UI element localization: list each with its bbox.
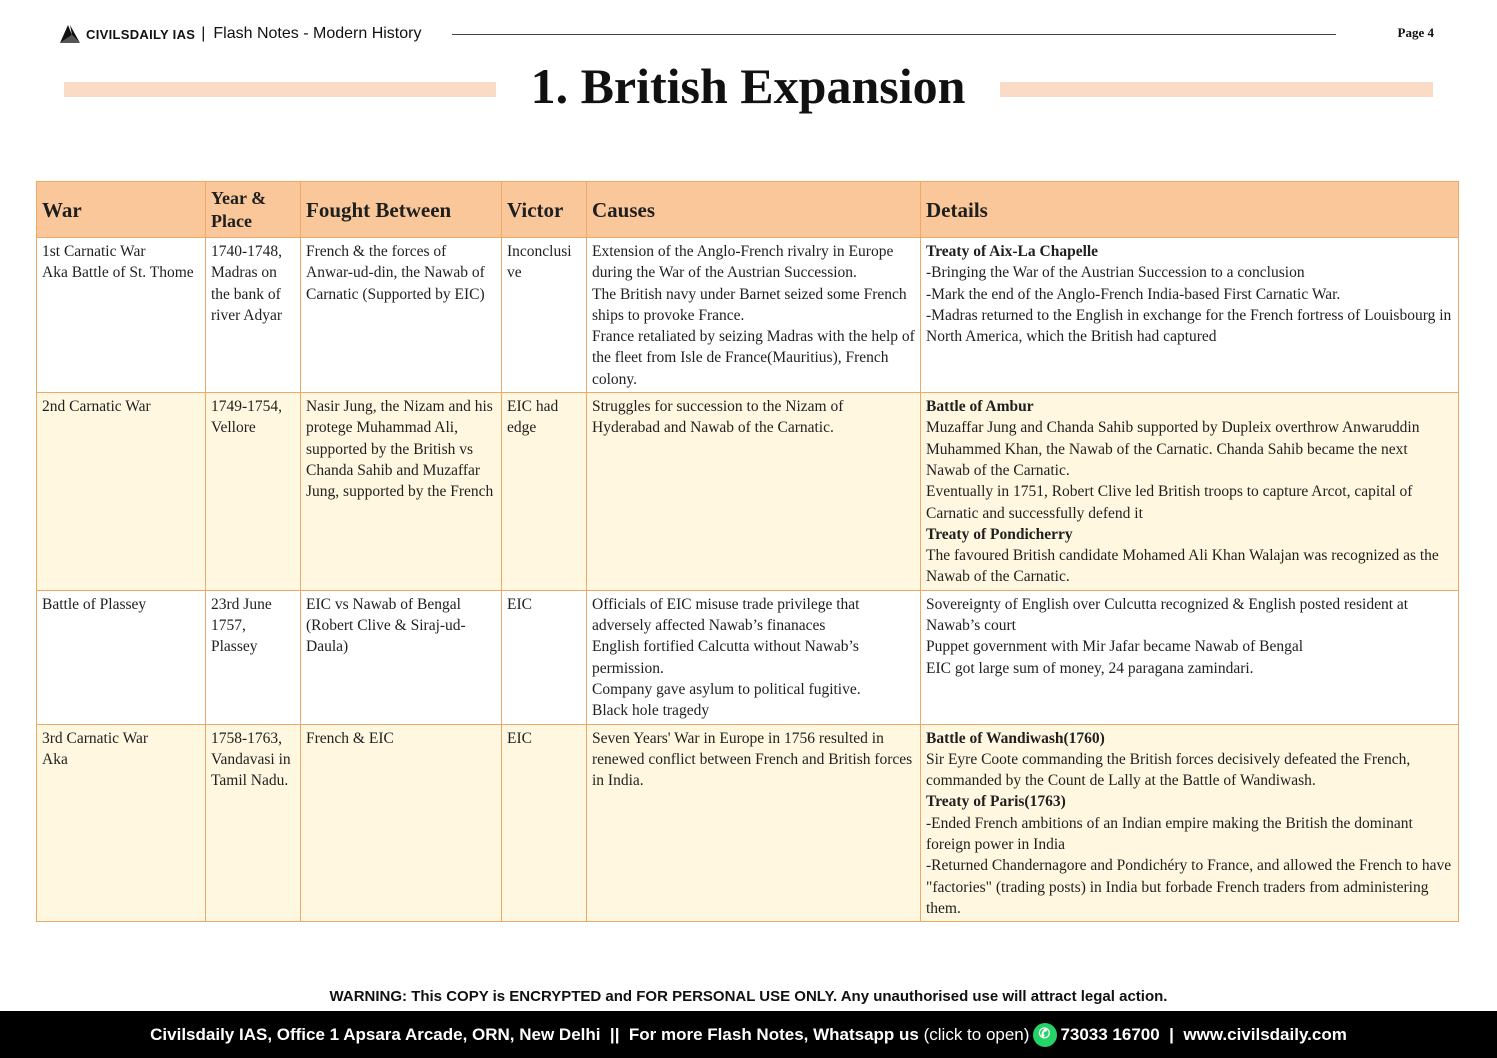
war-cell [37, 724, 206, 922]
cell-text: -Mark the end of the Anglo-French India-based First Carnatic War. [926, 285, 1341, 303]
table-row [37, 393, 1459, 591]
victor-cell [502, 393, 587, 591]
document-title: Flash Notes - Modern History [213, 25, 422, 42]
cell-subheading: Treaty of Paris(1763) [926, 793, 1066, 811]
footer-phone[interactable]: 73033 16700 [1060, 1024, 1160, 1044]
col-header-victor: Victor [502, 182, 587, 238]
cell-text: -Returned Chandernagore and Pondichéry to France, and allowed the French to have "factories" (trading posts) in India but forbade French traders from administering them. [926, 857, 1452, 917]
cell-text: Company gave asylum to political fugitive. [592, 680, 861, 698]
cell-text: Muzaffar Jung and Chanda Sahib supported by Dupleix overthrow Anwaruddin Muhammed Khan, the Nawab of the Carnatic. Chanda Sahib became the next Nawab of the Carnatic. [926, 419, 1420, 479]
header-separator: | [201, 25, 206, 42]
col-header-year-place: Year & Place [206, 182, 301, 238]
brand-name: CIVILSDAILY IAS [86, 26, 196, 42]
page-number: Page 4 [1397, 25, 1434, 40]
table-header-row [37, 182, 1459, 238]
cell-text: 2nd Carnatic War [42, 398, 151, 416]
cell-text: The favoured British candidate Mohamed Ali Khan Walajan was recognized as the Nawab of the Carnatic. [926, 547, 1439, 586]
title-band-right [1000, 82, 1433, 97]
table-row [37, 238, 1459, 393]
cell-text: Eventually in 1751, Robert Clive led British troops to capture Arcot, capital of Carnatic and successfully defend it [926, 483, 1413, 522]
section-title: 1. British Expansion [530, 58, 966, 114]
cell-text: 1749-1754, Vellore [211, 398, 283, 437]
cell-text: Sovereignty of English over Culcutta recognized & English posted resident at Nawab’s court [926, 595, 1409, 635]
footer-address: Civilsdaily IAS, Office 1 Apsara Arcade, ORN, New Delhi || For more Flash Notes, Whatsapp us [150, 1024, 924, 1044]
british-expansion-table [36, 181, 1459, 922]
cell-subheading: Battle of Ambur [926, 398, 1034, 416]
table-row [37, 724, 1459, 922]
causes-cell [587, 590, 921, 724]
fought-between-cell [301, 393, 502, 591]
cell-text: Officials of EIC misuse trade privilege that adversely affected Nawab’s finanaces [592, 595, 860, 635]
cell-text: Extension of the Anglo-French rivalry in Europe during the War of the Austrian Succession. [592, 243, 894, 282]
footer-bar [0, 1011, 1497, 1058]
whatsapp-link[interactable]: (click to open) [923, 1024, 1030, 1044]
causes-cell [587, 724, 921, 922]
cell-text: French & the forces of Anwar-ud-din, the Nawab of [306, 243, 485, 282]
fought-between-cell [301, 238, 502, 393]
cell-text: Inconclusi ve [507, 243, 572, 282]
cell-text: The British navy under Barnet seized some French ships to provoke France. [592, 285, 907, 324]
cell-text: Carnatic (Supported by EIC) [306, 285, 485, 303]
cell-text: -Madras returned to the English in exchange for the French fortress of Louisbourg in North America, which the British had captured [926, 306, 1452, 346]
col-header-fought-between: Fought Between [301, 182, 502, 238]
table-body [37, 238, 1459, 922]
cell-text: Aka Battle of St. Thome [42, 264, 194, 282]
title-band-left [64, 82, 496, 97]
cell-subheading: Treaty of Pondicherry [926, 525, 1073, 543]
cell-text: France retaliated by seizing Madras with the help of the fleet from Isle de France(Mauritius), French colony. [592, 328, 915, 388]
cell-subheading: Battle of Wandiwash(1760) [926, 729, 1105, 747]
cell-text: EIC got large sum of money, 24 paragana zamindari. [926, 659, 1254, 677]
cell-text: EIC [507, 729, 532, 747]
header-rule [452, 34, 1336, 35]
fought-between-cell [301, 590, 502, 724]
war-cell [37, 590, 206, 724]
cell-text: 1740-1748, Madras on the bank of river Adyar [211, 243, 283, 324]
cell-text: 1st Carnatic War [42, 243, 146, 260]
causes-cell [587, 393, 921, 591]
table-row [37, 590, 1459, 724]
whatsapp-icon[interactable] [1033, 1023, 1057, 1047]
col-header-details: Details [921, 182, 1459, 238]
cell-text: Puppet government with Mir Jafar became Nawab of Bengal [926, 638, 1304, 656]
cell-text: -Ended French ambitions of an Indian empire making the British the dominant foreign power in India [926, 814, 1413, 854]
details-cell [921, 238, 1459, 393]
warning-notice: WARNING: This COPY is ENCRYPTED and FOR PERSONAL USE ONLY. Any unauthorised use will attract legal action. [329, 988, 1168, 1005]
victor-cell [502, 238, 587, 393]
brand-logo [58, 23, 421, 45]
page-header [58, 18, 1438, 52]
cell-text: Aka [42, 750, 68, 768]
war-cell [37, 393, 206, 591]
causes-cell [587, 238, 921, 393]
cell-text: EIC vs Nawab of Bengal (Robert Clive & Siraj-ud-Daula) [306, 595, 466, 656]
cell-text: Sir Eyre Coote commanding the British forces decisively defeated the French, commanded by the Count de Lally at the Battle of Wandiwash. [926, 750, 1411, 790]
cell-text: 23rd June 1757, Plassey [211, 595, 272, 656]
logo-icon [58, 23, 82, 45]
year-place-cell [206, 724, 301, 922]
year-place-cell [206, 238, 301, 393]
cell-text: Battle of Plassey [42, 595, 147, 613]
col-header-causes: Causes [587, 182, 921, 238]
details-cell [921, 393, 1459, 591]
details-cell [921, 724, 1459, 922]
cell-text: EIC [507, 595, 532, 613]
cell-text: Struggles for succession to the Nizam of Hyderabad and Nawab of the Carnatic. [592, 398, 844, 437]
cell-subheading: Treaty of Aix-La Chapelle [926, 243, 1099, 260]
cell-text: 3rd Carnatic War [42, 729, 149, 747]
cell-text: 1758-1763, Vandavasi in Tamil Nadu. [211, 729, 291, 790]
cell-text: EIC had edge [507, 398, 559, 437]
cell-text: Black hole tragedy [592, 702, 710, 720]
cell-text: French & EIC [306, 729, 394, 747]
col-header-war: War [37, 182, 206, 238]
year-place-cell [206, 590, 301, 724]
cell-text: Seven Years' War in Europe in 1756 resulted in renewed conflict between French and British forces in India. [592, 729, 913, 790]
cell-text: English fortified Calcutta without Nawab’s permission. [592, 638, 859, 677]
footer-website[interactable]: | www.civilsdaily.com [1159, 1024, 1347, 1044]
victor-cell [502, 724, 587, 922]
cell-text: -Bringing the War of the Austrian Succession to a conclusion [926, 264, 1305, 282]
cell-text: Nasir Jung, the Nizam and his protege Muhammad Ali, supported by the British vs Chanda Sahib and Muzaffar Jung, supported by the French [306, 398, 494, 501]
fought-between-cell [301, 724, 502, 922]
victor-cell [502, 590, 587, 724]
war-cell [37, 238, 206, 393]
year-place-cell [206, 393, 301, 591]
details-cell [921, 590, 1459, 724]
